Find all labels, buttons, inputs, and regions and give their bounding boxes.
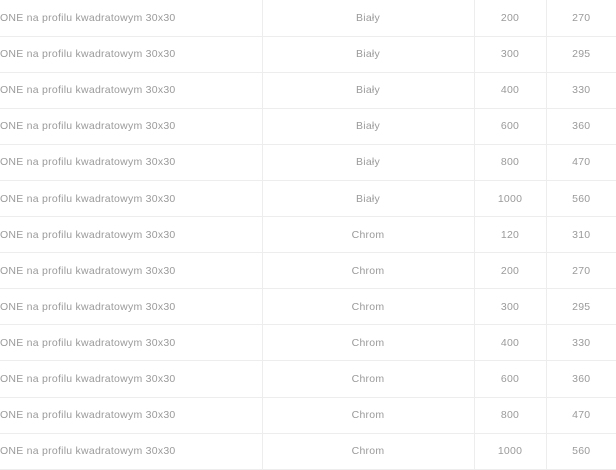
cell-product-color: Chrom — [262, 253, 474, 289]
cell-product-price: 295 — [546, 289, 616, 325]
table-row — [0, 397, 616, 433]
cell-product-size: 400 — [474, 72, 546, 108]
cell-product-size: 800 — [474, 144, 546, 180]
cell-product-color: Chrom — [262, 433, 474, 469]
table-row — [0, 72, 616, 108]
table-row — [0, 253, 616, 289]
cell-product-name: ONE na profilu kwadratowym 30x30 — [0, 36, 262, 72]
cell-product-color: Biały — [262, 0, 474, 36]
table-row — [0, 108, 616, 144]
cell-product-name: ONE na profilu kwadratowym 30x30 — [0, 72, 262, 108]
cell-product-name: ONE na profilu kwadratowym 30x30 — [0, 144, 262, 180]
table-row — [0, 433, 616, 469]
table-row — [0, 217, 616, 253]
cell-product-price: 560 — [546, 433, 616, 469]
cell-product-size: 600 — [474, 108, 546, 144]
cell-product-color: Biały — [262, 108, 474, 144]
cell-product-color: Chrom — [262, 397, 474, 433]
cell-product-name: ONE na profilu kwadratowym 30x30 — [0, 361, 262, 397]
cell-product-size: 200 — [474, 253, 546, 289]
cell-product-name: ONE na profilu kwadratowym 30x30 — [0, 0, 262, 36]
cell-product-price: 295 — [546, 36, 616, 72]
cell-product-price: 330 — [546, 325, 616, 361]
cell-product-size: 800 — [474, 397, 546, 433]
cell-product-size: 1000 — [474, 180, 546, 216]
cell-product-name: ONE na profilu kwadratowym 30x30 — [0, 289, 262, 325]
cell-product-price: 330 — [546, 72, 616, 108]
cell-product-color: Chrom — [262, 217, 474, 253]
cell-product-size: 120 — [474, 217, 546, 253]
cell-product-color: Biały — [262, 180, 474, 216]
cell-product-price: 270 — [546, 253, 616, 289]
table-row — [0, 0, 616, 36]
cell-product-price: 470 — [546, 144, 616, 180]
cell-product-price: 310 — [546, 217, 616, 253]
cell-product-size: 1000 — [474, 433, 546, 469]
cell-product-color: Chrom — [262, 361, 474, 397]
cell-product-price: 560 — [546, 180, 616, 216]
cell-product-price: 360 — [546, 108, 616, 144]
cell-product-price: 270 — [546, 0, 616, 36]
cell-product-name: ONE na profilu kwadratowym 30x30 — [0, 217, 262, 253]
table-row — [0, 36, 616, 72]
cell-product-name: ONE na profilu kwadratowym 30x30 — [0, 253, 262, 289]
table-row — [0, 289, 616, 325]
table-row — [0, 325, 616, 361]
cell-product-color: Chrom — [262, 289, 474, 325]
table-row — [0, 144, 616, 180]
cell-product-name: ONE na profilu kwadratowym 30x30 — [0, 108, 262, 144]
cell-product-color: Biały — [262, 36, 474, 72]
cell-product-size: 200 — [474, 0, 546, 36]
cell-product-size: 600 — [474, 361, 546, 397]
cell-product-name: ONE na profilu kwadratowym 30x30 — [0, 433, 262, 469]
cell-product-price: 360 — [546, 361, 616, 397]
cell-product-name: ONE na profilu kwadratowym 30x30 — [0, 180, 262, 216]
cell-product-color: Biały — [262, 72, 474, 108]
cell-product-size: 300 — [474, 36, 546, 72]
cell-product-name: ONE na profilu kwadratowym 30x30 — [0, 397, 262, 433]
cell-product-size: 400 — [474, 325, 546, 361]
cell-product-color: Chrom — [262, 325, 474, 361]
cell-product-name: ONE na profilu kwadratowym 30x30 — [0, 325, 262, 361]
cell-product-color: Biały — [262, 144, 474, 180]
table-row — [0, 180, 616, 216]
cell-product-price: 470 — [546, 397, 616, 433]
table-row — [0, 361, 616, 397]
cell-product-size: 300 — [474, 289, 546, 325]
